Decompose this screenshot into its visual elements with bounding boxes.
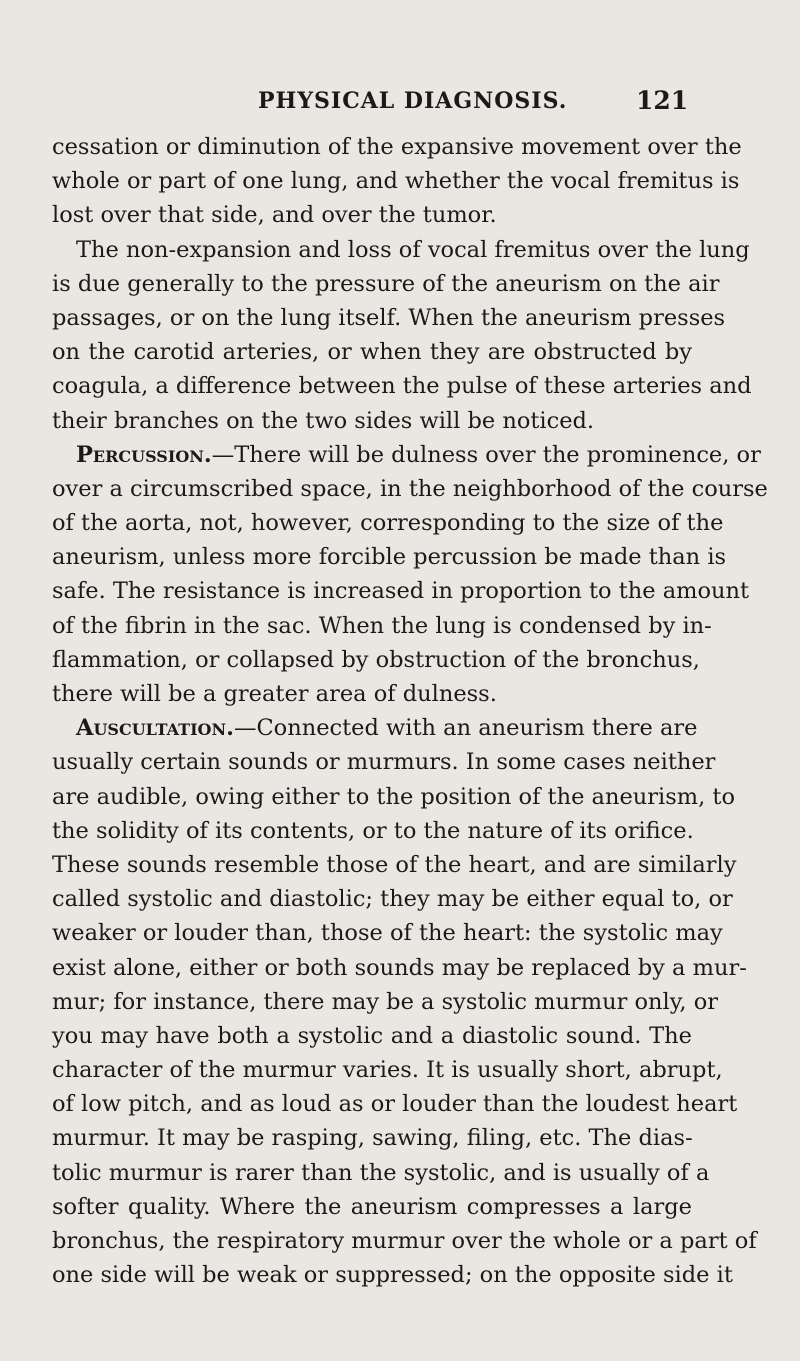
line-text: one side will be weak or suppressed; on the opposite side it [52, 1262, 733, 1289]
line-text: of the aorta, not, however, corresponding to the size of the [52, 510, 724, 537]
page-header [0, 86, 800, 120]
line-text: flammation, or collapsed by obstruction of the bronchus, [52, 646, 700, 673]
line-text: of low pitch, and as loud as or louder than the loudest heart [52, 1091, 738, 1118]
text-line [52, 506, 724, 540]
text-line [52, 745, 716, 779]
running-head: PHYSICAL DIAGNOSIS. [258, 88, 568, 114]
line-text: of the fibrin in the sac. When the lung is condensed by in- [52, 612, 712, 639]
line-text: —Connected with an aneurism there are [233, 715, 698, 742]
line-text: on the carotid arteries, or when they are obstructed by [52, 339, 692, 366]
line-text: tolic murmur is rarer than the systolic, and is usually of a [52, 1159, 710, 1186]
text-line [52, 404, 692, 438]
text-line [52, 1156, 710, 1190]
line-text: called systolic and diastolic; they may be either equal to, or [52, 886, 733, 913]
text-line [52, 1087, 738, 1121]
text-line [52, 472, 768, 506]
line-text: usually certain sounds or murmurs. In some cases neither [52, 749, 716, 776]
line-text: lost over that side, and over the tumor. [52, 202, 497, 229]
text-line [52, 1224, 757, 1258]
line-text: their branches on the two sides will be noticed. [52, 407, 595, 434]
line-text: coagula, a difference between the pulse of these arteries and [52, 373, 752, 400]
line-text: whole or part of one lung, and whether the vocal fremitus is [52, 168, 740, 195]
section-heading: Percussion. [76, 441, 212, 468]
text-line [52, 1019, 692, 1053]
text-line [52, 1053, 723, 1087]
body-text [52, 130, 768, 1292]
text-line [52, 164, 740, 198]
line-text: bronchus, the respiratory murmur over the whole or a part of [52, 1228, 757, 1254]
text-line [52, 882, 733, 916]
text-line [52, 540, 727, 574]
line-text: is due generally to the pressure of the aneurism on the air [52, 270, 720, 297]
line-text: cessation or diminution of the expansive movement over the [52, 134, 742, 160]
line-text: murmur. It may be rasping, sawing, filing, etc. The dias- [52, 1125, 693, 1152]
line-text: the solidity of its contents, or to the nature of its orifice. [52, 817, 694, 844]
text-line [52, 780, 735, 814]
text-line [52, 609, 712, 643]
line-text: aneurism, unless more forcible percussion be made than is [52, 544, 727, 571]
text-line [52, 369, 752, 403]
text-line [52, 916, 723, 950]
line-text: are audible, owing either to the position of the aneurism, to [52, 783, 735, 810]
text-line [52, 848, 737, 882]
text-line [52, 438, 761, 472]
line-text: softer quality. Where the aneurism compresses a large [52, 1193, 692, 1220]
text-line [52, 951, 747, 985]
line-text: there will be a greater area of dulness. [52, 681, 497, 707]
line-text: —There will be dulness over the prominence, or [211, 441, 761, 468]
section-heading: Auscultation. [76, 715, 234, 742]
line-text: character of the murmur varies. It is usually short, abrupt, [52, 1057, 723, 1084]
text-line [52, 814, 692, 848]
text-line [52, 643, 700, 677]
line-text: These sounds resemble those of the heart, and are similarly [52, 851, 737, 878]
line-text: passages, or on the lung itself. When the aneurism presses [52, 304, 726, 331]
line-text: you may have both a systolic and a diastolic sound. The [52, 1022, 692, 1049]
text-line [52, 1121, 692, 1155]
text-line [52, 711, 698, 745]
text-line [52, 130, 742, 164]
line-text: The non-expansion and loss of vocal fremitus over the lung [76, 236, 750, 263]
text-line [52, 198, 692, 232]
text-line [52, 301, 726, 335]
page-number: 121 [636, 86, 689, 115]
text-line [52, 677, 692, 711]
line-text: mur; for instance, there may be a systolic murmur only, or [52, 988, 719, 1015]
line-text: over a circumscribed space, in the neighborhood of the course [52, 475, 768, 502]
text-line [52, 985, 719, 1019]
line-text: weaker or louder than, those of the heart: the systolic may [52, 920, 723, 947]
line-text: exist alone, either or both sounds may be replaced by a mur- [52, 954, 747, 981]
text-line [52, 574, 750, 608]
text-line [52, 267, 720, 301]
line-text: safe. The resistance is increased in proportion to the amount [52, 578, 750, 605]
text-line [52, 1190, 692, 1224]
text-line [52, 335, 692, 369]
text-line [52, 1258, 733, 1292]
text-line [52, 233, 750, 267]
